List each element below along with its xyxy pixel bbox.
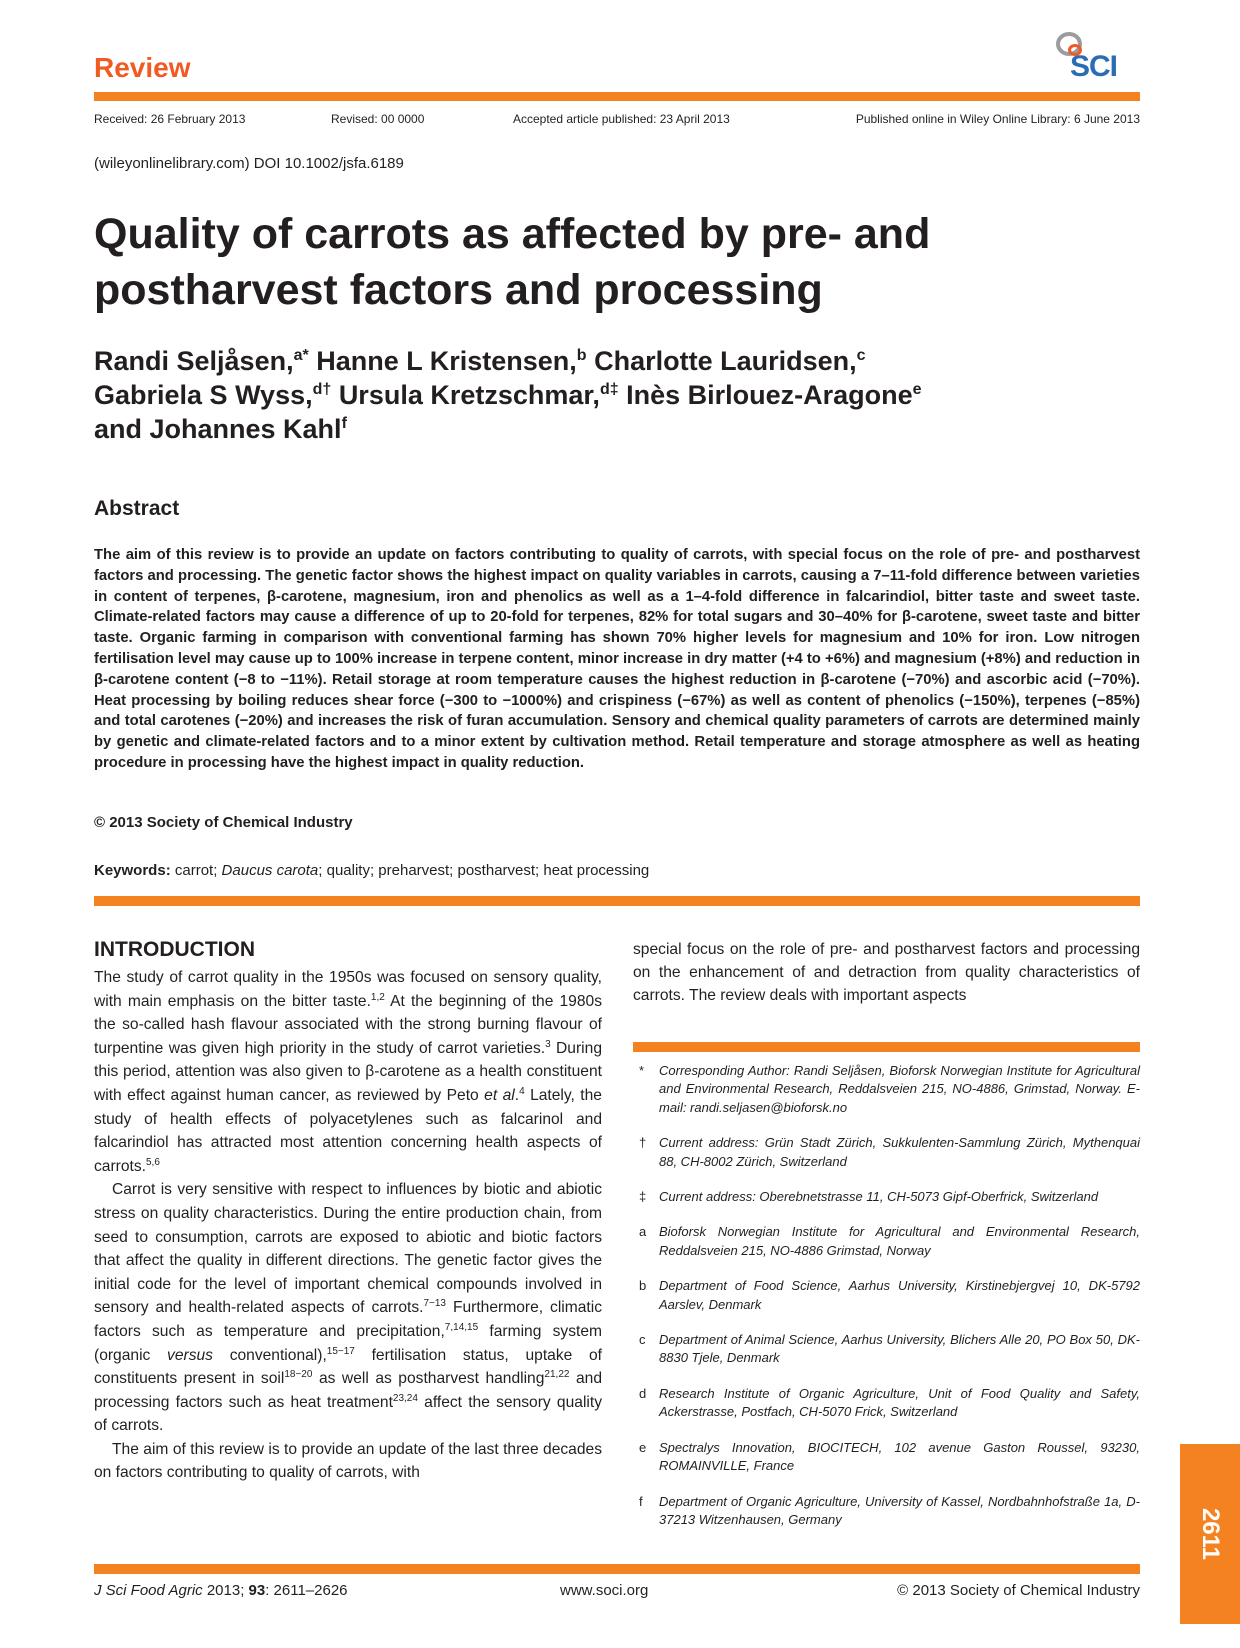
revised-date: Revised: 00 0000 (331, 112, 425, 126)
author-name: Ursula Kretzschmar, (338, 380, 600, 410)
introduction-heading: INTRODUCTION (94, 938, 255, 961)
intro-paragraph (94, 966, 602, 1178)
keywords-text: ; quality; preharvest; postharvest; heat processing (318, 862, 650, 879)
author-affiliation: f (341, 415, 347, 432)
journal-year: 2013; (202, 1582, 249, 1599)
footnote-text: Current address: Grün Stadt Zürich, Sukkulenten-Sammlung Zürich, Mythenquai 88, CH-8002 Zürich, Switzerland (659, 1135, 1140, 1169)
paragraph-text: conventional), (212, 1346, 327, 1364)
footnote-mark: a (639, 1224, 647, 1240)
header-rule (94, 92, 1140, 101)
citation-ref: 18−20 (284, 1368, 313, 1380)
citation-ref: 15−17 (326, 1345, 355, 1357)
footnote (633, 1277, 1140, 1314)
author-line (94, 378, 1094, 412)
paragraph-text: affect the sensory quality of carrots. (94, 1393, 602, 1435)
footnote-rule (633, 1042, 1140, 1052)
author-affiliation: c (856, 347, 866, 364)
received-date: Received: 26 February 2013 (94, 112, 246, 126)
paragraph-text: The study of carrot quality in the 1950s was focused on sensory quality, with main emphasis on the bitter taste. (94, 969, 602, 1010)
intro-paragraph (94, 1438, 602, 1485)
footnote-text: Department of Organic Agriculture, University of Kassel, Nordbahnhofstraße 1a, D-37213 Witzenhausen, Germany (659, 1493, 1140, 1527)
abstract-text: The aim of this review is to provide an update on factors contributing to quality of carrots, with special focus on the role of pre- and postharvest factors and processing. The genetic factor shows the highest impact on quality variables in carrots, causing a 7–11-fold difference between varieties in content of terpenes, β-carotene, magnesium, iron and phenolics as well as a 1–4-fold difference in falcarindiol, bitter taste and sweet taste. Climate-related factors may cause a difference of up to 20-fold for terpenes, 82% for total sugars and 30–40% for β-carotene, sweet taste and bitter taste. Organic farming in comparison with conventional farming has shown 70% higher levels for magnesium and 10% for iron. Low nitrogen fertilisation level may cause up to 100% increase in terpene content, minor increase in dry matter (+4 to +6%) and magnesium (+8%) and reduction in β-carotene content (−8 to −11%). Retail storage at room temperature causes the highest reduction in β-carotene (−70%) and ascorbic acid (−70%). Heat processing by boiling reduces shear force (−300 to −1000%) and crispiness (−67%) as well as content of phenolics (−150%), terpenes (−85%) and total carotenes (−20%) and increases the risk of furan accumulation. Sensory and chemical quality parameters of carrots are determined mainly by genetic and climate-related factors and to a minor extent by cultivation method. Retail temperature and storage atmosphere as well as heating procedure in processing have the highest impact in quality reduction. (94, 547, 1140, 771)
paragraph-text: farming system (organic (94, 1322, 602, 1364)
author-affiliation: d† (312, 381, 332, 398)
doi-line: (wileyonlinelibrary.com) DOI 10.1002/jsfa.6189 (94, 155, 404, 172)
keywords-italic: Daucus carota (221, 862, 319, 879)
footnote (633, 1331, 1140, 1368)
footnote (633, 1134, 1140, 1171)
journal-pages: : 2611–2626 (265, 1582, 348, 1599)
published-date: Published online in Wiley Online Library: 6 June 2013 (855, 112, 1140, 126)
author-affiliation: b (576, 347, 587, 364)
author-name: and Johannes Kahl (94, 414, 342, 444)
footnote-text: Research Institute of Organic Agriculture, Unit of Food Quality and Safety, Ackerstrasse, Postfach, CH-5070 Frick, Switzerland (659, 1385, 1140, 1420)
intro-paragraph (94, 1178, 602, 1438)
paragraph-text: Furthermore, climatic factors such as temperature and precipitation, (94, 1299, 602, 1340)
footnote-text: Corresponding Author: Randi Seljåsen, Bioforsk Norwegian Institute for Agricultural and Environmental Research, Reddalsveien 215, NO-4886, Grimstad, Norway. E-mail: randi.seljasen@bioforsk.no (659, 1063, 1140, 1115)
footnote-mark: e (639, 1439, 647, 1455)
author-line (94, 412, 1094, 446)
page-number: 2611 (1197, 1507, 1224, 1561)
keywords (94, 862, 649, 879)
paragraph-text: fertilisation status, uptake of constituents present in soil (94, 1346, 602, 1388)
accepted-date: Accepted article published: 23 April 2013 (513, 112, 730, 126)
article-title (94, 206, 1094, 318)
footnote-mark: † (639, 1135, 647, 1151)
citation-ref: 4 (519, 1085, 525, 1097)
footnote-text: Department of Food Science, Aarhus University, Kirstinebjergvej 10, DK-5792 Aarslev, Denmark (659, 1278, 1140, 1312)
footnote-text: Bioforsk Norwegian Institute for Agricultural and Environmental Research, Reddalsveien 215, NO-4886 Grimstad, Norway (659, 1224, 1140, 1258)
footnote-text: Spectralys Innovation, BIOCITECH, 102 avenue Gaston Roussel, 93230, ROMAINVILLE, France (659, 1439, 1140, 1474)
introduction-left-column (94, 966, 602, 1485)
title-line: Quality of carrots as affected by pre- and (94, 210, 931, 258)
footnote-mark: d (639, 1385, 647, 1401)
footer-rule (94, 1564, 1140, 1574)
citation-ref: 23,24 (392, 1392, 418, 1404)
website-link[interactable]: www.soci.org (560, 1582, 649, 1599)
footnote (633, 1439, 1140, 1476)
author-line (94, 344, 1094, 378)
abstract-heading: Abstract (94, 497, 180, 520)
author-affiliation: a* (293, 347, 309, 364)
citation-ref: 7−13 (423, 1298, 446, 1310)
author-affiliation: e (912, 381, 922, 398)
citation-ref: 1,2 (370, 991, 385, 1003)
title-line: postharvest factors and processing (94, 266, 823, 314)
citation-ref: 3 (545, 1038, 551, 1050)
paragraph-text: and processing factors such as heat treatment (94, 1370, 602, 1411)
author-name: Charlotte Lauridsen, (594, 346, 857, 376)
footnote-mark: f (639, 1493, 643, 1509)
author-name: Hanne L Kristensen, (316, 346, 577, 376)
section-rule (94, 896, 1140, 906)
paragraph-text: During this period, attention was also given to β-carotene as a health constituent with effect against human cancer, as reviewed by Peto (94, 1039, 602, 1104)
paragraph-text: The aim of this review is to provide an update of the last three decades on factors contributing to quality of carrots, with (94, 1440, 602, 1482)
footnote-mark: c (639, 1332, 646, 1348)
footnote (633, 1493, 1140, 1530)
paragraph-text: Carrot is very sensitive with respect to influences by biotic and abiotic stress on quality characteristics. During the entire production chain, from seed to consumption, carrots are exposed to abiotic and biotic factors that affect the quality in different directions. The genetic factor gives the initial code for the level of important chemical compounds involved in sensory and health-related aspects of carrots. (94, 1181, 602, 1317)
paragraph-text: . (514, 1086, 520, 1104)
footnote-mark: ‡ (639, 1189, 647, 1205)
author-name: Gabriela S Wyss, (94, 380, 313, 410)
italic-text: et al (484, 1086, 515, 1104)
footnote (633, 1223, 1140, 1260)
footnote-list (633, 1062, 1140, 1546)
footnote-mark: b (639, 1278, 647, 1294)
footnote-mark: * (639, 1063, 645, 1078)
abstract-copyright: © 2013 Society of Chemical Industry (94, 814, 353, 831)
citation-ref: 21,22 (544, 1368, 570, 1380)
footnote (633, 1188, 1140, 1206)
journal-citation (94, 1582, 348, 1599)
page-number-tab (1180, 1444, 1240, 1624)
footnote (633, 1385, 1140, 1422)
journal-volume: 93 (248, 1582, 266, 1599)
sci-logo (1052, 28, 1152, 84)
author-list (94, 344, 1094, 446)
footnote (633, 1062, 1140, 1117)
section-label: Review (94, 52, 191, 83)
italic-text: versus (167, 1346, 213, 1364)
citation-ref: 5,6 (146, 1156, 160, 1168)
author-name: Inès Birlouez-Aragone (626, 380, 913, 410)
introduction-right-column: special focus on the role of pre- and postharvest factors and processing on the enhancement of and detraction from quality characteristics of carrots. The review deals with important aspects (633, 941, 1140, 1005)
paragraph-text: Lately, the study of health effects of polyacetylenes such as falcarinol and falcarindiol has attracted most attention concerning health aspects of carrots. (94, 1086, 602, 1175)
paragraph-text: as well as postharvest handling (312, 1370, 545, 1388)
footer-copyright: © 2013 Society of Chemical Industry (897, 1582, 1140, 1599)
sci-logo-text: SCI (1070, 50, 1118, 83)
journal-name: J Sci Food Agric (94, 1582, 203, 1599)
author-affiliation: d‡ (599, 381, 619, 398)
keywords-text: carrot; (170, 862, 222, 879)
citation-ref: 7,14,15 (444, 1321, 479, 1333)
footnote-text: Department of Animal Science, Aarhus University, Blichers Alle 20, PO Box 50, DK-8830 Tjele, Denmark (659, 1332, 1140, 1366)
keywords-label: Keywords: (94, 862, 171, 879)
paragraph-text: At the beginning of the 1980s the so-called hash flavour associated with the strong burning flavour of turpentine was given high priority in the study of carrot varieties. (94, 992, 602, 1057)
footnote-text: Current address: Oberebnetstrasse 11, CH-5073 Gipf-Oberfrick, Switzerland (659, 1189, 1099, 1205)
author-name: Randi Seljåsen, (94, 346, 294, 376)
